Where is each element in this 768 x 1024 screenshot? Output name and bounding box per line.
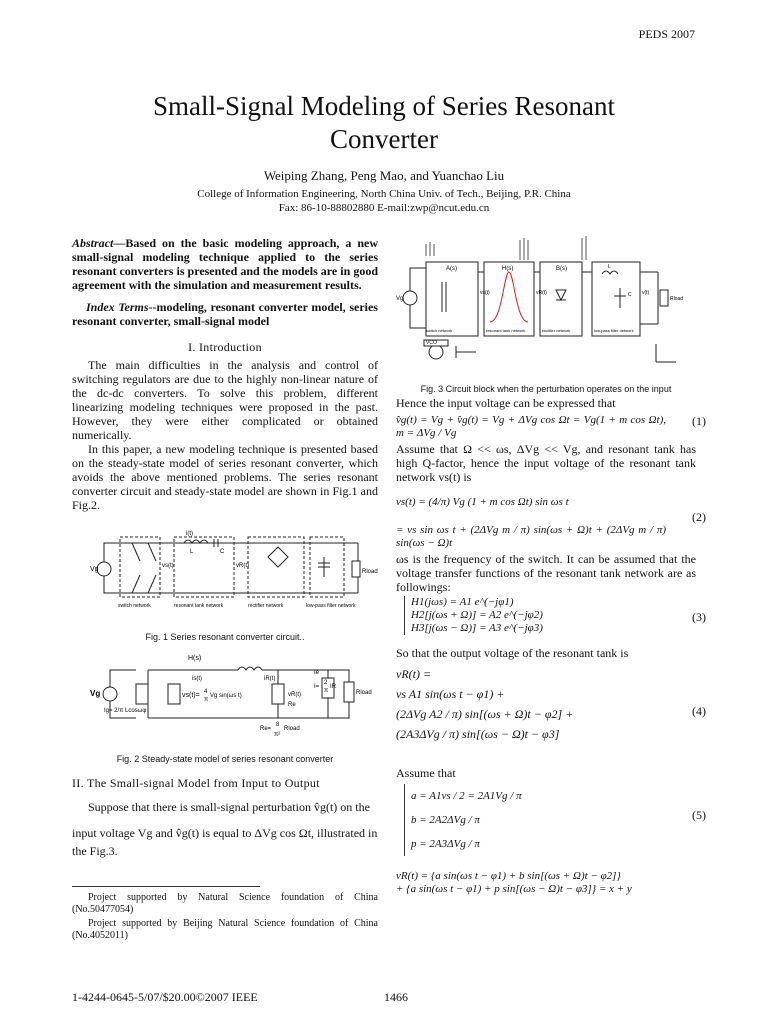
fig1-switch-label: switch network	[118, 603, 151, 609]
fig3-rect-label: rectifier network	[542, 328, 571, 333]
title-line-1: Small-Signal Modeling of Series Resonant	[153, 91, 615, 121]
equation-4-number: (4)	[692, 704, 706, 718]
affiliation: College of Information Engineering, North China Univ. of Tech., Beijing, P.R. China	[197, 188, 571, 200]
abstract	[72, 236, 378, 292]
fig3-caption: Fig. 3 Circuit block when the perturbation operates on the input	[420, 384, 672, 394]
fig1-c-label: C	[220, 549, 225, 555]
contact-info: Fax: 86-10-88802880 E-mail:zwp@ncut.edu.cn	[278, 202, 490, 214]
fig3-switch-block	[426, 262, 478, 336]
index-terms	[72, 300, 378, 328]
equation-3c: H3[j(ωs − Ω)] = A3 e^(−jφ3)	[411, 622, 543, 634]
fig1-rect-block	[248, 537, 304, 597]
fig2-ir-label: iR(t)	[264, 676, 276, 682]
fig2-is-label: is(t)	[192, 676, 202, 682]
equation-5b: b = 2A2ΔVg / π	[411, 814, 480, 826]
fig2-i-den: π	[324, 688, 329, 694]
equation-4d: (2A3ΔVg / π) sin[(ωs − Ω)t − φ3]	[396, 727, 560, 741]
fig1-source	[97, 562, 111, 576]
fig2-ie-label: Ie	[314, 670, 320, 676]
authors: Weiping Zhang, Peng Mao, and Yuanchao Liu	[263, 168, 505, 183]
fig2-rload-label: Rload	[356, 690, 372, 696]
output-voltage-text: So that the output voltage of the resonant tank is	[396, 646, 629, 660]
fig3-tank-block	[484, 262, 534, 336]
section-1-title: I. Introduction	[188, 340, 262, 354]
fig2-model	[88, 648, 378, 740]
fig2-re-tail: Rload	[284, 726, 300, 732]
fig1-is-label: i(t)	[186, 531, 193, 537]
fig3-vco-label: VCO	[426, 340, 437, 346]
fig3-tank-label: resonant tank network	[486, 328, 526, 333]
fig3-resonance-curve	[490, 272, 528, 322]
fig1-caption: Fig. 1 Series resonant converter circuit..	[145, 632, 305, 642]
fig3-switch-label: switch network	[426, 328, 453, 333]
fig3-rload-label: Rload	[670, 296, 684, 302]
fig2-re	[272, 684, 284, 704]
section-2-title: II. The Small-signal Model from Input to Output	[72, 776, 320, 790]
fig2-i-label: I=	[314, 684, 320, 690]
fig2-vs-den: π	[204, 697, 209, 703]
abstract-dash: —	[113, 236, 126, 250]
fig3-vo-label: v(t)	[642, 290, 650, 296]
index-terms-label: Index Terms	[86, 300, 149, 314]
fig1-switch-block	[120, 537, 160, 597]
fig3-filter-label: low-pass filter network	[594, 328, 634, 333]
equation-6b: + {a sin(ωs t − φ1) + p sin[(ωs − Ω)t − φ3]} = x + y	[396, 883, 632, 895]
fig2-re-num: 8	[276, 722, 280, 728]
fig2-re-den: π²	[274, 732, 281, 738]
abstract-text: Based on the basic modeling approach, a new small-signal modeling technique applied to the series resonant converters is presented and the models are in good agreement with the simulation and measurement results.	[72, 236, 378, 292]
fig2-caption: Fig. 2 Steady-state model of series resonant converter	[116, 754, 334, 764]
assumption-text-2: Assume that	[396, 766, 456, 780]
fig1-vg-label: Vg	[90, 566, 99, 573]
equation-5	[404, 784, 671, 856]
footnote-rule	[72, 886, 260, 887]
fig1-filter-label: low-pass filter network	[306, 603, 356, 609]
fig2-vr-label: vR(t)	[288, 692, 301, 698]
fig3-l-label: L	[608, 264, 611, 270]
equation-4b: vs A1 sin(ωs t − φ1) +	[396, 687, 505, 701]
fig2-vg-label: Vg	[90, 689, 101, 698]
fig3-circuit	[396, 232, 696, 372]
equation-5-number: (5)	[692, 808, 706, 822]
fig1-l-label: L	[190, 549, 194, 555]
intro-paragraph-1: The main difficulties in the analysis and control of switching regulators are due to the highly non-linear nature of the dc-dc converters. To solve this problem, different linearizing modeling techniques were proposed in the past. However, they were either complicated or obtained numerically.	[72, 358, 378, 442]
section-2-text-2: input voltage Vg and v̂g(t) is equal to ΔVg cos Ωt, illustrated in	[72, 826, 378, 840]
equation-3b: H2[j(ωs + Ω)] = A2 e^(−jφ2)	[411, 609, 543, 621]
equation-6	[396, 870, 696, 896]
fig3-vs-label: vs(t)	[480, 290, 490, 296]
equation-3a: H1(jωs) = A1 e^(−jφ1)	[411, 596, 514, 608]
equation-4c: (2ΔVg A2 / π) sin[(ωs + Ω)t − φ2] +	[396, 707, 574, 721]
equation-1-number: (1)	[692, 414, 706, 428]
equation-2b: = vs sin ωs t + (2ΔVg m / π) sin(ωs + Ω)t + (2ΔVg m / π) sin(ωs − Ω)t	[396, 524, 666, 549]
fig2-i-num: 2	[324, 680, 328, 686]
fig2-vs-coef: 4	[204, 689, 208, 695]
equation-3	[404, 596, 671, 635]
fig2-loss-label: Ig= 2/π Lcosωφ	[104, 708, 147, 714]
equation-5c: p = 2A3ΔVg / π	[411, 838, 480, 850]
intro-paragraph-2: In this paper, a new modeling technique is presented based on the steady-state model of series resonant converter, which avoids the above mentioned problems. The series resonant converter circuit and steady-state model are shown in Fig.1 and Fig.2.	[72, 442, 378, 512]
fig2-current-source	[136, 684, 148, 704]
equation-6a: vR(t) = {a sin(ωs t − φ1) + b sin[(ωs + Ω)t − φ2]}	[396, 870, 621, 882]
equation-4	[396, 664, 666, 744]
equation-2a: vs(t) = (4/π) Vg (1 + m cos Ωt) sin ωs t	[396, 496, 569, 508]
fig1-vs-label: vs(t)	[162, 563, 174, 569]
fig3-filter-block	[592, 262, 640, 336]
equation-1: v̂g(t) = Vg + v̂g(t) = Vg + ΔVg cos Ωt = Vg(1 + m cos Ωt), m = ΔVg / Vg	[396, 414, 666, 439]
fig1-circuit	[88, 527, 378, 617]
index-terms-text: --modeling, resonant converter model, series resonant converter, small-signal model	[72, 300, 378, 328]
input-voltage-text: Hence the input voltage can be expressed that	[396, 396, 616, 410]
fig3-b-label: B(s)	[556, 266, 567, 272]
fig3-h-label: H(s)	[502, 266, 514, 272]
fig2-vs-label: vs(t)=	[182, 692, 200, 699]
omega-text: ωs is the frequency of the switch. It can be assumed that the voltage transfer functions of the resonant tank network are as followings:	[396, 552, 696, 594]
fig1-load	[352, 561, 360, 577]
fig1-rect-label: rectifier network	[248, 603, 284, 609]
paper-title	[0, 90, 768, 156]
fig2-h-label: H(s)	[188, 655, 202, 662]
section-2-text-3: the Fig.3.	[72, 844, 118, 858]
fig2-re-label: Re	[288, 702, 296, 708]
footnote-1: Project supported by Natural Science foundation of China (No.50477054)	[72, 892, 378, 915]
fig1-vr-label: vR(t)	[236, 563, 249, 569]
page-number: 1466	[384, 990, 408, 1004]
fig2-i-tail: IR	[330, 684, 336, 690]
fig3-vr-label: vR(t)	[536, 290, 547, 296]
fig2-vs-tail: Vg sin(ωs t)	[210, 693, 242, 699]
equation-2-number: (2)	[692, 510, 706, 524]
fig3-a-label: A(s)	[446, 266, 457, 272]
footer-isbn: 1-4244-0645-5/07/$20.00©2007 IEEE	[72, 990, 258, 1004]
fig2-re-eq: Re=	[260, 726, 272, 732]
title-line-2: Converter	[330, 124, 438, 154]
equation-4a: vR(t) =	[396, 667, 432, 681]
fig1-tank-label: resonant tank network	[174, 603, 224, 609]
assumption-text-1: Assume that Ω << ωs, ΔVg << Vg, and resonant tank has high Q-factor, hence the input voltage of the resonant tank network vs(t) is	[396, 442, 696, 484]
equation-3-number: (3)	[692, 610, 706, 624]
conference-label: PEDS 2007	[638, 27, 695, 41]
fig1-bridge	[268, 547, 288, 567]
equation-5a: a = A1vs / 2 = 2A1Vg / π	[411, 790, 522, 802]
section-2-text-1: Suppose that there is small-signal perturbation v̂g(t) on the	[88, 800, 370, 814]
fig3-vg-label: Vg	[396, 296, 404, 302]
footnote-2: Project supported by Beijing Natural Science foundation of China (No.4052011)	[72, 918, 378, 941]
abstract-label: Abstract	[72, 236, 114, 250]
fig1-tank-block	[174, 537, 234, 597]
fig3-c-label: C	[628, 292, 632, 298]
fig1-rload-label: Rload	[362, 569, 378, 575]
